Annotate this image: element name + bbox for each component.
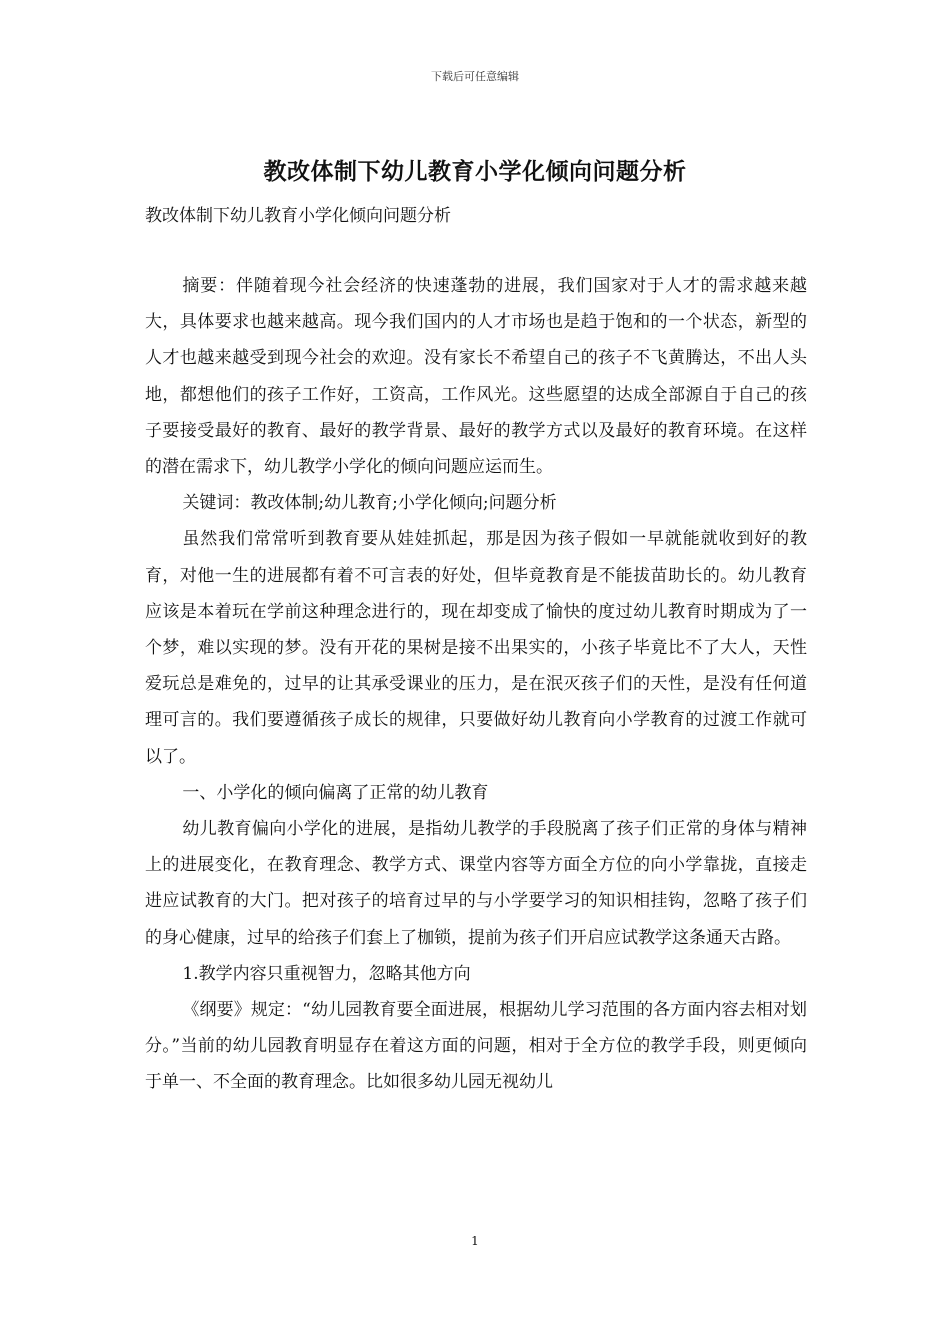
abstract-paragraph: 摘要：伴随着现今社会经济的快速蓬勃的进展，我们国家对于人才的需求越来越大，具体要求也越来越高。现今我们国内的人才市场也是趋于饱和的一个状态，新型的人才也越来越受到现今社会的欢迎。没有家长不希望自己的孩子不飞黄腾达，不出人头地，都想他们的孩子工作好，工资高，工作风光。这些愿望的达成全部源自于自己的孩子要接受最好的教育、最好的教学背景、最好的教学方式以及最好的教育环境。在这样的潜在需求下，幼儿教学小学化的倾向问题应运而生。 bbox=[145, 276, 807, 478]
document-subtitle: 教改体制下幼儿教育小学化倾向问题分析 bbox=[145, 206, 451, 226]
body-paragraph: 虽然我们常常听到教育要从娃娃抓起，那是因为孩子假如一早就能就收到好的教育，对他一生的进展都有着不可言表的好处，但毕竟教育是不能拔苗助长的。幼儿教育应该是本着玩在学前这种理念进行的，现在却变成了愉快的度过幼儿教育时期成为了一个梦，难以实现的梦。没有开花的果树是接不出果实的，小孩子毕竟比不了大人，天性爱玩总是难免的，过早的让其承受课业的压力，是在泯灭孩子们的天性，是没有任何道理可言的。我们要遵循孩子成长的规律，只要做好幼儿教育向小学教育的过渡工作就可以了。 bbox=[145, 529, 807, 767]
keywords-paragraph: 关键词：教改体制;幼儿教育;小学化倾向;问题分析 bbox=[182, 493, 557, 514]
document-body bbox=[145, 268, 807, 1101]
header-note: 下载后可任意编辑 bbox=[431, 70, 519, 83]
subsection-heading: 1.教学内容只重视智力，忽略其他方向 bbox=[182, 963, 471, 984]
document-title: 教改体制下幼儿教育小学化倾向问题分析 bbox=[263, 158, 687, 185]
body-paragraph: 《纲要》规定：“幼儿园教育要全面进展，根据幼儿学习范围的各方面内容去相对划分。”当前的幼儿园教育明显存在着这方面的问题，相对于全方位的教学手段，则更倾向于单一、不全面的教育理念。比如很多幼儿园无视幼儿 bbox=[145, 1000, 807, 1093]
section-heading: 一、小学化的倾向偏离了正常的幼儿教育 bbox=[182, 782, 489, 803]
body-paragraph: 幼儿教育偏向小学化的进展，是指幼儿教学的手段脱离了孩子们正常的身体与精神上的进展变化，在教育理念、教学方式、课堂内容等方面全方位的向小学靠拢，直接走进应试教育的大门。把对孩子的培育过早的与小学要学习的知识相挂钩，忽略了孩子们的身心健康，过早的给孩子们套上了枷锁，提前为孩子们开启应试教学这条通天古路。 bbox=[145, 819, 807, 948]
page-number: 1 bbox=[471, 1234, 479, 1248]
